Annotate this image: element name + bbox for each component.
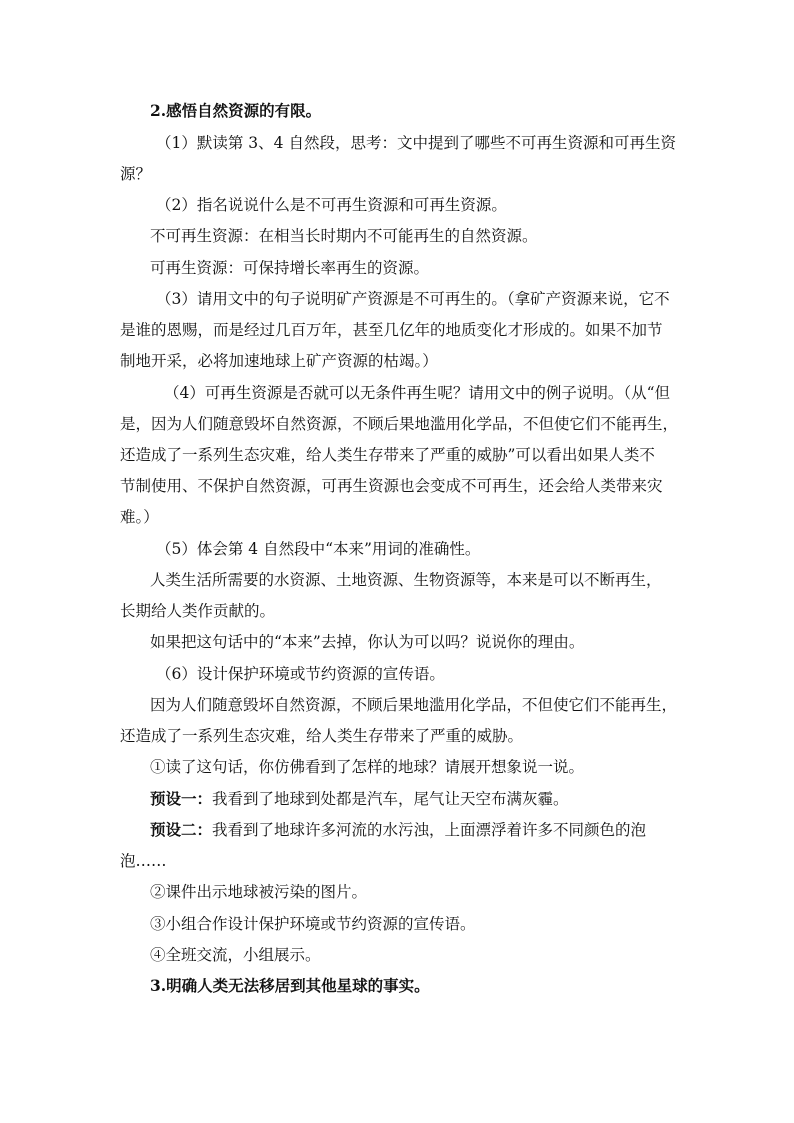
- question-6: （6）设计保护环境或节约资源的宣传语。: [156, 665, 445, 683]
- preset-1: [150, 789, 680, 809]
- preset-2: [150, 820, 680, 840]
- question-4-line-2: 是，因为人们随意毁坏自然资源，不顾后果地滥用化学品，不但使它们不能再生，: [120, 415, 679, 433]
- preset-1-text: 我看到了地球到处都是汽车，尾气让天空布满灰霾。: [212, 790, 569, 808]
- definition-renewable: 可再生资源：可保持增长率再生的资源。: [150, 259, 430, 277]
- question-5-followup: 如果把这句话中的“本来”去掉，你认为可以吗？说说你的理由。: [150, 633, 585, 651]
- question-1-line-1: （1）默读第 3、4 自然段，思考：文中提到了哪些不可再生资源和可再生资: [156, 134, 676, 152]
- question-1-line-2: 源？: [120, 165, 152, 183]
- section-heading-2: 2.感悟自然资源的有限。: [150, 101, 322, 120]
- preset-2-label: 预设二：: [150, 820, 213, 839]
- section-heading-3: 3.明确人类无法移居到其他星球的事实。: [150, 976, 430, 995]
- question-4-line-1: （4）可再生资源是否就可以无条件再生呢？请用文中的例子说明。（从“但: [164, 384, 671, 402]
- step-2: ②课件出示地球被污染的图片。: [150, 883, 368, 901]
- question-4-line-3: 还造成了一系列生态灾难，给人类生存带来了严重的威胁”可以看出如果人类不: [120, 446, 655, 464]
- preset-2-text: 我看到了地球许多河流的水污浊，上面漂浮着许多不同颜色的泡: [212, 821, 647, 839]
- question-4-line-4: 节制使用、不保护自然资源，可再生资源也会变成不可再生，还会给人类带来灾: [120, 477, 663, 495]
- question-3-line-2: 是谁的恩赐，而是经过几百万年，甚至几亿年的地质变化才形成的。如果不加节: [120, 321, 663, 339]
- preset-1-label: 预设一：: [150, 789, 213, 808]
- question-5: （5）体会第 4 自然段中“本来”用词的准确性。: [156, 540, 481, 558]
- step-4: ④全班交流，小组展示。: [150, 946, 321, 964]
- question-2: （2）指名说说什么是不可再生资源和可再生资源。: [156, 196, 507, 214]
- step-1: ①读了这句话，你仿佛看到了怎样的地球？请展开想象说一说。: [150, 758, 585, 776]
- question-5-quote-line-1: 人类生活所需要的水资源、土地资源、生物资源等，本来是可以不断再生，: [150, 571, 662, 589]
- question-4-line-5: 难。）: [120, 508, 159, 526]
- step-3: ③小组合作设计保护环境或节约资源的宣传语。: [150, 915, 476, 933]
- question-6-quote-line-2: 还造成了一系列生态灾难，给人类生存带来了严重的威胁。: [120, 727, 524, 745]
- question-3-line-1: （3）请用文中的句子说明矿产资源是不可再生的。（拿矿产资源来说，它不: [156, 290, 670, 308]
- preset-2-continuation: 泡……: [120, 852, 167, 870]
- question-3-line-3: 制地开采，必将加速地球上矿产资源的枯竭。）: [120, 352, 438, 370]
- definition-nonrenewable: 不可再生资源：在相当长时期内不可能再生的自然资源。: [150, 227, 538, 245]
- question-5-quote-line-2: 长期给人类作贡献的。: [120, 602, 276, 620]
- question-6-quote-line-1: 因为人们随意毁坏自然资源，不顾后果地滥用化学品，不但使它们不能再生，: [150, 696, 678, 714]
